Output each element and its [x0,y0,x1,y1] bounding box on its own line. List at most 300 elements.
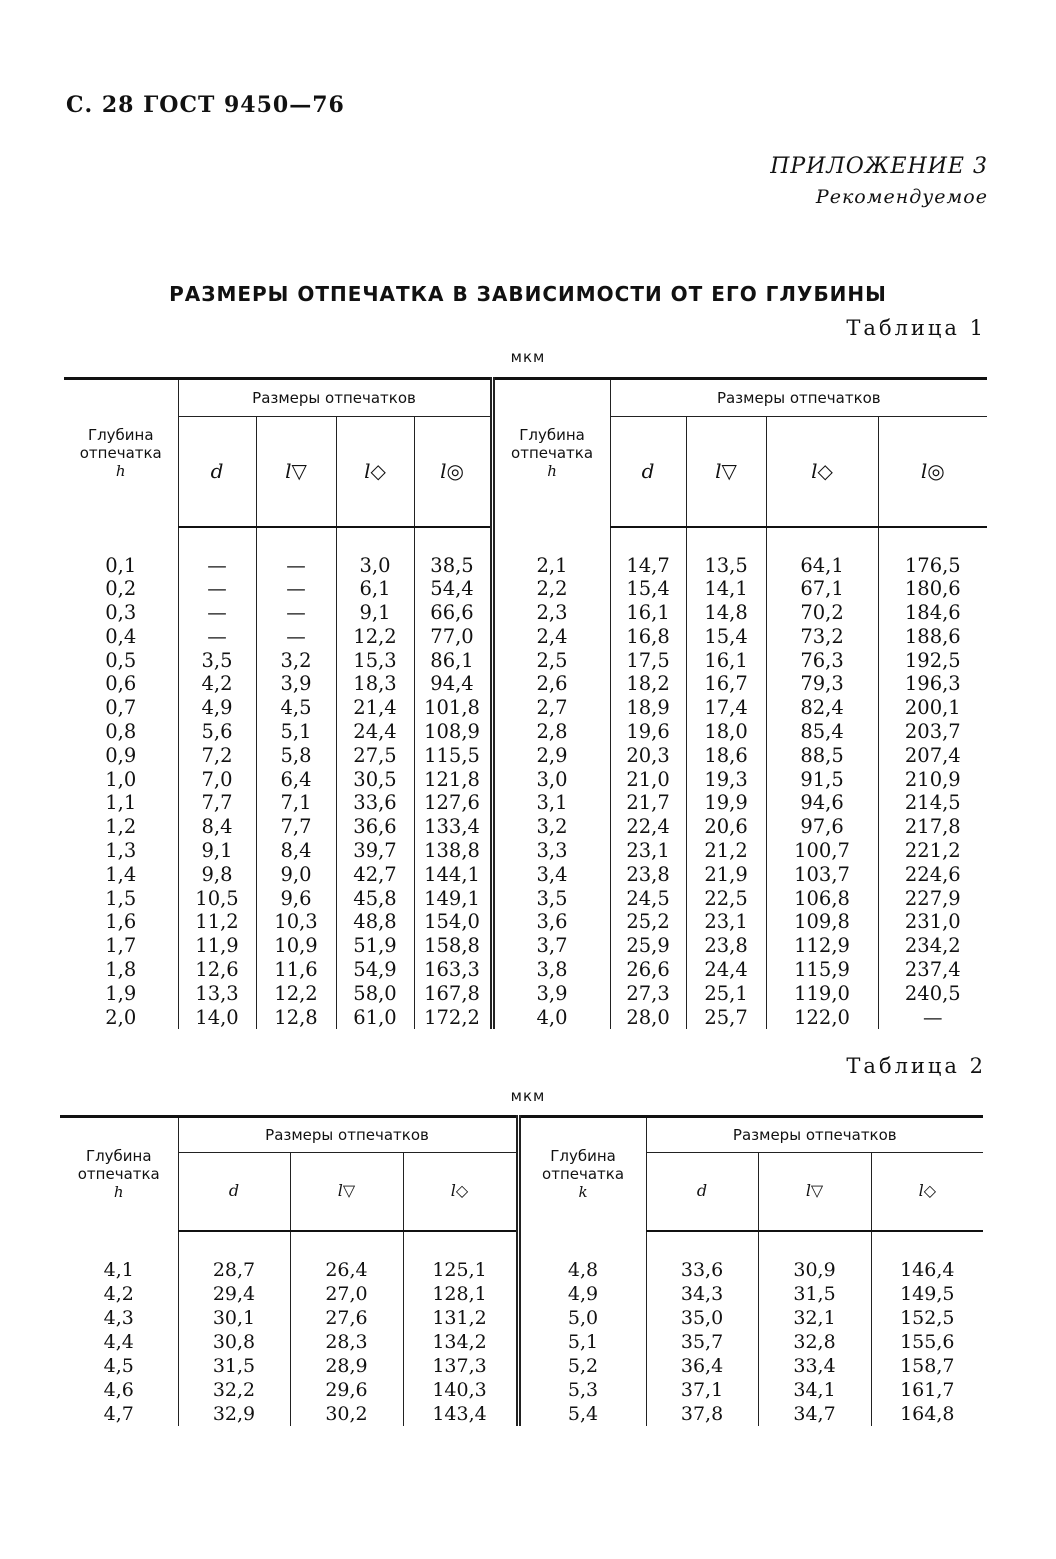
table2-col-d-right: d [646,1153,758,1231]
table2-left-h [60,1258,178,1426]
table-cell: 144,1 [424,862,480,886]
table-cell: 4,4 [103,1330,134,1353]
table-cell: 4,7 [103,1402,134,1425]
table-cell: 128,1 [432,1282,487,1305]
table-cell: 155,6 [900,1330,955,1353]
table-cell: 5,0 [567,1306,599,1329]
table-cell: 30,5 [353,767,397,791]
table-cell: 11,2 [195,910,239,934]
table-cell: 9,0 [280,862,312,886]
table-cell: 11,6 [274,958,318,982]
table-cell: 146,4 [900,1258,955,1281]
table-cell: 125,1 [432,1258,487,1281]
table1-group-header-right: Размеры отпечатков [610,379,987,417]
table-cell: 13,3 [195,981,239,1005]
table2-depth-header-right: Глубина отпечатка k [518,1117,646,1231]
table-cell: 32,8 [793,1330,836,1353]
table-cell: 4,2 [103,1282,134,1305]
table-cell: 180,6 [904,577,961,601]
table2-col-l-triangle-right: l▽ [758,1153,871,1231]
table-cell: 45,8 [353,886,397,910]
table-cell: 34,1 [793,1378,836,1401]
table-cell: 94,4 [430,672,474,696]
table-cell: 26,6 [626,958,670,982]
table-cell: 66,6 [430,601,474,625]
table-cell: 6,4 [280,767,312,791]
table2-right-h [518,1258,646,1426]
table1-right-l-triangle [686,554,766,1030]
table-cell: 32,2 [212,1378,256,1401]
table-cell: 30,8 [212,1330,256,1353]
table-cell: 3,4 [536,862,568,886]
table-cell: 18,6 [704,743,748,767]
table-cell: 0,6 [105,672,137,696]
table-cell: 24,4 [353,720,397,744]
table-cell: 28,0 [626,1005,670,1029]
table-cell: 3,7 [536,934,568,958]
table2-label: Таблица 2 [846,1054,986,1078]
table-cell: 1,2 [105,815,137,839]
table1-col-l-circle-right: l◎ [878,417,987,527]
table-cell: 35,0 [680,1306,724,1329]
appendix-status: Рекомендуемое [815,186,988,208]
table-cell: 22,5 [704,886,748,910]
table-cell: 88,5 [800,743,844,767]
table-cell: 25,1 [704,981,748,1005]
table-cell: 26,4 [325,1258,368,1281]
table-cell: 196,3 [904,672,961,696]
table-cell: 2,4 [536,624,568,648]
table-cell: 31,5 [212,1354,256,1377]
table-cell: 29,4 [212,1282,256,1305]
table1-depth-header-right: Глубина отпечатка h [492,379,610,527]
table-cell: 214,5 [904,791,961,815]
table-cell: 207,4 [904,743,961,767]
table-cell: 184,6 [904,601,961,625]
table-cell: 122,0 [794,1005,850,1029]
table-cell: 24,5 [626,886,670,910]
table-cell: 143,4 [432,1402,487,1425]
table-cell: 7,2 [201,743,233,767]
table-cell: 54,4 [430,577,474,601]
table2-col-l-diamond-right: l◇ [871,1153,983,1231]
table-cell: 27,3 [626,981,670,1005]
table-cell: 25,2 [626,910,670,934]
table-cell: 19,3 [704,767,748,791]
table-cell: 27,6 [325,1306,368,1329]
table-cell: 3,6 [536,910,568,934]
table-cell: 38,5 [430,553,474,577]
table-cell: 2,2 [536,577,568,601]
table2-left-d [178,1258,290,1426]
table1-left-l-circle [414,554,492,1030]
table-cell: 5,1 [280,720,312,744]
table-cell: 3,0 [536,767,568,791]
table1-col-d-right: d [610,417,686,527]
table-cell: 3,9 [536,981,568,1005]
table-cell: 167,8 [424,981,480,1005]
table-cell: 224,6 [904,862,961,886]
table1-left-l-diamond [336,554,414,1030]
table-cell: 37,8 [680,1402,724,1425]
table-cell: 115,5 [424,743,480,767]
table-cell: — [286,553,306,577]
page-header: С. 28 ГОСТ 9450—76 [66,92,345,118]
table-cell: 4,3 [103,1306,134,1329]
table-cell: 67,1 [800,577,844,601]
table-cell: 3,5 [536,886,568,910]
table-cell: 3,8 [536,958,568,982]
table1-right-l-diamond [766,554,878,1030]
table-cell: 13,5 [704,553,748,577]
table-cell: 210,9 [904,767,961,791]
table-cell: 21,2 [704,839,748,863]
table-cell: 25,7 [704,1005,748,1029]
table-cell: 176,5 [904,553,961,577]
table-cell: 23,8 [704,934,748,958]
table-cell: 17,4 [704,696,748,720]
table2-depth-header: Глубина отпечатка h [77,1147,160,1202]
table1-right-h [492,554,610,1030]
table-cell: 149,1 [424,886,480,910]
table-cell: — [207,601,227,625]
table-cell: 121,8 [424,767,480,791]
table-cell: 14,1 [704,577,748,601]
table-cell: 12,2 [274,981,318,1005]
table-cell: 5,4 [567,1402,599,1425]
table-cell: 18,2 [626,672,670,696]
table-cell: 7,0 [201,767,233,791]
table-cell: 16,1 [626,601,670,625]
table-cell: 4,5 [103,1354,134,1377]
table1-col-l-triangle-right: l▽ [686,417,766,527]
table-cell: 0,5 [105,648,137,672]
table-cell: 161,7 [900,1378,955,1401]
table-cell: 2,5 [536,648,568,672]
table-cell: 34,3 [680,1282,724,1305]
table-cell: 137,3 [432,1354,487,1377]
table-cell: 0,4 [105,624,137,648]
table-cell: 1,1 [105,791,137,815]
table-cell: 20,3 [626,743,670,767]
table-cell: 3,0 [359,553,391,577]
table-cell: — [286,624,306,648]
table-cell: 54,9 [353,958,397,982]
table-cell: 16,8 [626,624,670,648]
table-cell: 188,6 [904,624,961,648]
table2-left-l-triangle [290,1258,403,1426]
table-cell: 149,5 [900,1282,955,1305]
table-cell: 12,2 [353,624,397,648]
table1-right-d [610,554,686,1030]
table-cell: 158,7 [900,1354,955,1377]
table-cell: 23,8 [626,862,670,886]
table-cell: 2,0 [105,1005,137,1029]
table-cell: 12,6 [195,958,239,982]
table1-col-d: d [178,417,256,527]
table-cell: 119,0 [794,981,850,1005]
table-cell: 5,1 [567,1330,599,1353]
table-cell: 8,4 [280,839,312,863]
table-cell: 33,6 [680,1258,724,1281]
table-cell: 48,8 [353,910,397,934]
table1-right-l-circle [878,554,987,1030]
table-cell: 29,6 [325,1378,368,1401]
table1-col-l-circle: l◎ [414,417,492,527]
table1-col-l-diamond: l◇ [336,417,414,527]
table-cell: — [207,624,227,648]
table-cell: 70,2 [800,601,844,625]
table-cell: 1,9 [105,981,137,1005]
table-cell: 237,4 [904,958,961,982]
table-cell: 27,0 [325,1282,368,1305]
table-cell: 33,6 [353,791,397,815]
table-cell: 200,1 [904,696,961,720]
table-cell: 109,8 [794,910,850,934]
table-cell: 3,5 [201,648,233,672]
table-cell: 30,9 [793,1258,836,1281]
table2-right-d [646,1258,758,1426]
table-cell: 4,0 [536,1005,568,1029]
table-cell: 30,2 [325,1402,368,1425]
table-cell: 7,7 [201,791,233,815]
table-cell: 82,4 [800,696,844,720]
table-cell: 103,7 [794,862,850,886]
table-cell: 21,4 [353,696,397,720]
appendix-title: ПРИЛОЖЕНИЕ 3 [770,154,988,179]
table1-unit: мкм [510,348,546,366]
table-cell: 14,0 [195,1005,239,1029]
table-cell: 36,4 [680,1354,724,1377]
table-cell: 9,8 [201,862,233,886]
table-cell: 33,4 [793,1354,836,1377]
table-cell: 0,7 [105,696,137,720]
table-cell: 14,8 [704,601,748,625]
table-cell: 85,4 [800,720,844,744]
table-cell: 4,5 [280,696,312,720]
table-cell: 76,3 [800,648,844,672]
table-cell: 2,9 [536,743,568,767]
table-cell: 19,9 [704,791,748,815]
table-cell: 2,3 [536,601,568,625]
table-cell: 5,3 [567,1378,599,1401]
table1 [64,377,987,1029]
table-cell: 22,4 [626,815,670,839]
table-cell: 172,2 [424,1005,480,1029]
table-cell: 79,3 [800,672,844,696]
table-cell: 100,7 [794,839,850,863]
table-cell: 15,4 [626,577,670,601]
table-cell: 18,9 [626,696,670,720]
table-cell: 28,3 [325,1330,368,1353]
table-cell: 2,8 [536,720,568,744]
table2-group-header: Размеры отпечатков [178,1117,518,1153]
table-cell: 21,9 [704,862,748,886]
table-cell: 97,6 [800,815,844,839]
table1-left-l-triangle [256,554,336,1030]
table-cell: 138,8 [424,839,480,863]
table-cell: 1,3 [105,839,137,863]
table2-col-l-triangle: l▽ [290,1153,403,1231]
table-cell: 4,2 [201,672,233,696]
table1-label: Таблица 1 [846,316,986,340]
table2-left-l-diamond [403,1258,518,1426]
table-cell: 5,8 [280,743,312,767]
table1-depth-header: Глубина отпечатка h [79,426,162,481]
table-cell: 20,6 [704,815,748,839]
table-cell: 28,7 [212,1258,256,1281]
table1-group-header: Размеры отпечатков [178,379,492,417]
table-cell: — [286,601,306,625]
table-cell: 73,2 [800,624,844,648]
table-cell: 10,9 [274,934,318,958]
table-cell: 7,1 [280,791,312,815]
table-cell: — [286,577,306,601]
table-cell: 1,8 [105,958,137,982]
table-cell: 0,8 [105,720,137,744]
table-cell: 1,0 [105,767,137,791]
table-cell: 27,5 [353,743,397,767]
table-cell: 1,4 [105,862,137,886]
table-cell: 4,1 [103,1258,134,1281]
table-cell: 32,1 [793,1306,836,1329]
table-cell: 51,9 [353,934,397,958]
table-cell: 19,6 [626,720,670,744]
table-cell: 158,8 [424,934,480,958]
table1-col-l-diamond-right: l◇ [766,417,878,527]
table-cell: 32,9 [212,1402,256,1425]
table2-col-l-diamond: l◇ [403,1153,518,1231]
table-cell: 1,6 [105,910,137,934]
table-cell: 10,5 [195,886,239,910]
table-cell: 217,8 [904,815,961,839]
table-cell: 64,1 [800,553,844,577]
table-cell: 221,2 [904,839,961,863]
table-cell: 77,0 [430,624,474,648]
table-cell: 163,3 [424,958,480,982]
table-cell: 4,9 [201,696,233,720]
table-cell: 35,7 [680,1330,724,1353]
table-cell: 21,7 [626,791,670,815]
table-cell: 152,5 [900,1306,955,1329]
table-cell: 8,4 [201,815,233,839]
table-cell: 3,9 [280,672,312,696]
table-cell: 91,5 [800,767,844,791]
table-cell: 7,7 [280,815,312,839]
table1-left-h [64,554,178,1030]
table-cell: 0,9 [105,743,137,767]
table-cell: 25,9 [626,934,670,958]
table-cell: 10,3 [274,910,318,934]
table-cell: 0,2 [105,577,137,601]
table2 [60,1115,983,1426]
table-cell: 131,2 [432,1306,487,1329]
table-cell: 23,1 [704,910,748,934]
table-cell: 203,7 [904,720,961,744]
table-cell: 108,9 [424,720,480,744]
table-cell: 58,0 [353,981,397,1005]
table-cell: 192,5 [904,648,961,672]
table-cell: 34,7 [793,1402,836,1425]
table-cell: 4,6 [103,1378,134,1401]
table-cell: 0,3 [105,601,137,625]
table-cell: 86,1 [430,648,474,672]
table-cell: 154,0 [424,910,480,934]
table-cell: 5,2 [567,1354,599,1377]
table-cell: 94,6 [800,791,844,815]
table-cell: 23,1 [626,839,670,863]
table-cell: 14,7 [626,553,670,577]
table-cell: 21,0 [626,767,670,791]
appendix-block [770,152,988,212]
table-cell: 18,0 [704,720,748,744]
table-cell: 240,5 [904,981,961,1005]
table-cell: 18,3 [353,672,397,696]
table-cell: 133,4 [424,815,480,839]
table-cell: 3,2 [280,648,312,672]
table-cell: 112,9 [794,934,850,958]
table-cell: 115,9 [794,958,850,982]
table-cell: 234,2 [904,934,961,958]
table-cell: 5,6 [201,720,233,744]
table-cell: 127,6 [424,791,480,815]
table2-group-header-right: Размеры отпечатков [646,1117,983,1153]
table-cell: 9,1 [359,601,391,625]
page-title: РАЗМЕРЫ ОТПЕЧАТКА В ЗАВИСИМОСТИ ОТ ЕГО ГЛУБИНЫ [169,282,887,306]
table-cell: 28,9 [325,1354,368,1377]
table-cell: 42,7 [353,862,397,886]
table1-col-l-triangle: l▽ [256,417,336,527]
table-cell: 134,2 [432,1330,487,1353]
table-cell: 24,4 [704,958,748,982]
table-cell: 3,2 [536,815,568,839]
table-cell: 9,1 [201,839,233,863]
table-cell: 1,7 [105,934,137,958]
table-cell: 4,8 [567,1258,599,1281]
table-cell: 12,8 [274,1005,318,1029]
table1-left-d [178,554,256,1030]
table-cell: — [207,553,227,577]
table-cell: 36,6 [353,815,397,839]
table-cell: 3,1 [536,791,568,815]
table-cell: 140,3 [432,1378,487,1401]
table-cell: 16,1 [704,648,748,672]
table-cell: 15,4 [704,624,748,648]
table-cell: 101,8 [424,696,480,720]
table-cell: 231,0 [904,910,961,934]
table-cell: 6,1 [359,577,391,601]
table-cell: 9,6 [280,886,312,910]
table-cell: 227,9 [904,886,961,910]
table-cell: — [923,1005,943,1029]
table-cell: 39,7 [353,839,397,863]
table2-right-l-triangle [758,1258,871,1426]
table-cell: 3,3 [536,839,568,863]
table-cell: 2,6 [536,672,568,696]
table-cell: 17,5 [626,648,670,672]
table-cell: 4,9 [567,1282,599,1305]
table-cell: — [207,577,227,601]
table-cell: 1,5 [105,886,137,910]
table2-right-l-diamond [871,1258,983,1426]
table-cell: 164,8 [900,1402,955,1425]
table-cell: 16,7 [704,672,748,696]
table-cell: 2,1 [536,553,568,577]
table2-col-d: d [178,1153,290,1231]
table2-unit: мкм [510,1087,546,1105]
table-cell: 30,1 [212,1306,256,1329]
table-cell: 37,1 [680,1378,724,1401]
